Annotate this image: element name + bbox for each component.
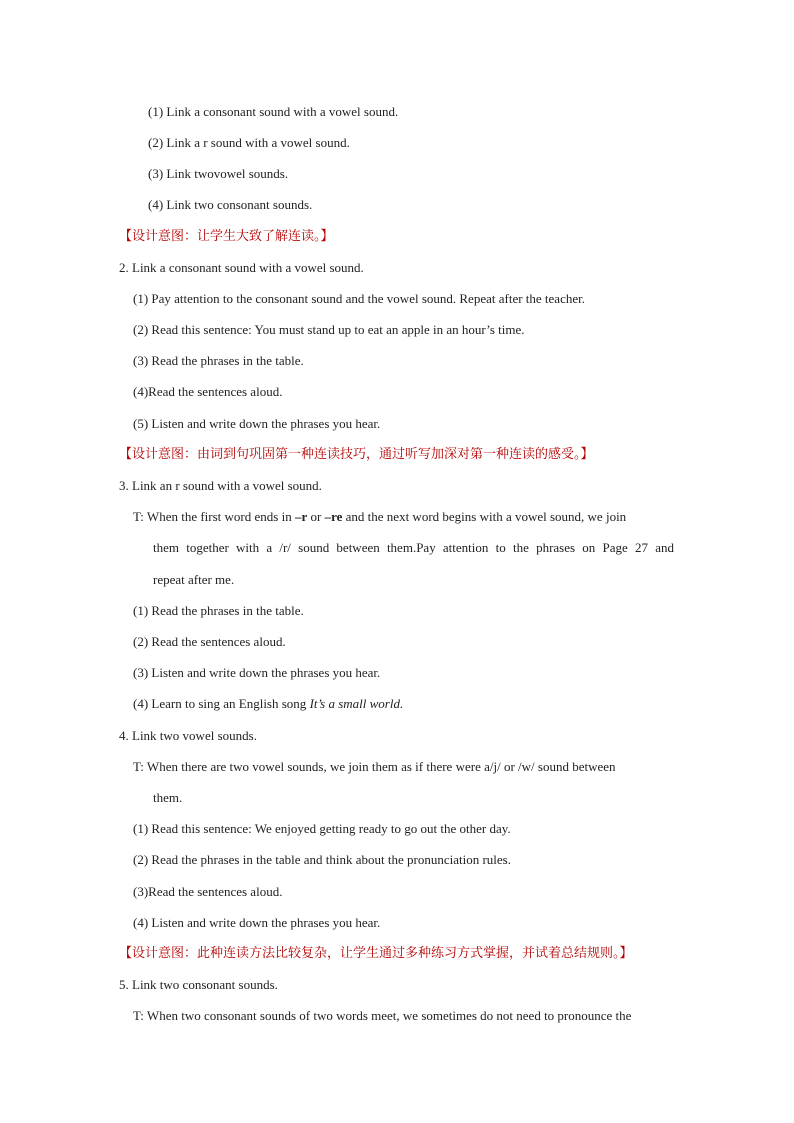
section-5-teacher-line-1: T: When two consonant sounds of two words meet, we sometimes do not need to pronounce the <box>133 1008 632 1023</box>
section-2-item-5: (5) Listen and write down the phrases you hear. <box>133 416 381 431</box>
intro-item-4: (4) Link two consonant sounds. <box>148 197 313 212</box>
design-intent-2: 【设计意图：由词到句巩固第一种连读技巧，通过听写加深对第一种连读的感受。】 <box>119 447 594 462</box>
song-prefix: (4) Learn to sing an English song <box>133 696 310 711</box>
section-3-item-3: (3) Listen and write down the phrases you hear. <box>133 665 381 680</box>
teacher-text-cont: and the next word begins with a vowel sound, we join <box>342 509 627 524</box>
section-4-item-4: (4) Listen and write down the phrases you hear. <box>133 915 381 930</box>
section-2-item-1: (1) Pay attention to the consonant sound and the vowel sound. Repeat after the teacher. <box>133 291 585 306</box>
section-3-heading: 3. Link an r sound with a vowel sound. <box>119 478 322 493</box>
section-4-heading: 4. Link two vowel sounds. <box>119 728 257 743</box>
design-intent-3: 【设计意图：此种连读方法比较复杂，让学生通过多种练习方式掌握，并试着总结规则。】 <box>119 946 633 961</box>
section-4-item-1: (1) Read this sentence: We enjoyed getting ready to go out the other day. <box>133 821 511 836</box>
section-3-item-1: (1) Read the phrases in the table. <box>133 603 304 618</box>
section-4-teacher-line-2: them. <box>153 790 183 805</box>
section-5-heading: 5. Link two consonant sounds. <box>119 977 278 992</box>
section-3-item-4 <box>133 695 403 713</box>
section-2-heading: 2. Link a consonant sound with a vowel sound. <box>119 260 364 275</box>
r-ending: –r <box>294 509 308 524</box>
section-4-item-2: (2) Read the phrases in the table and think about the pronunciation rules. <box>133 852 511 867</box>
section-3-teacher-line-3: repeat after me. <box>153 572 235 587</box>
design-intent-1: 【设计意图：让学生大致了解连读。】 <box>119 229 334 244</box>
teacher-text: T: When the first word ends in <box>133 509 295 524</box>
or-text: or <box>307 509 325 524</box>
section-2-item-2: (2) Read this sentence: You must stand up to eat an apple in an hour’s time. <box>133 322 525 337</box>
section-4-teacher-line-1: T: When there are two vowel sounds, we join them as if there were a/j/ or /w/ sound between <box>133 759 616 774</box>
section-2-item-4: (4)Read the sentences aloud. <box>133 384 283 399</box>
intro-item-2: (2) Link a r sound with a vowel sound. <box>148 135 350 150</box>
intro-item-3: (3) Link twovowel sounds. <box>148 166 289 181</box>
section-3-item-2: (2) Read the sentences aloud. <box>133 634 286 649</box>
section-3-teacher-line-2: them together with a /r/ sound between them.Pay attention to the phrases on Page 27 and <box>153 540 674 555</box>
re-ending: –re <box>324 509 343 524</box>
section-2-item-3: (3) Read the phrases in the table. <box>133 353 304 368</box>
song-title: It’s a small world. <box>309 696 404 711</box>
section-3-teacher-line-1 <box>133 508 626 526</box>
section-4-item-3: (3)Read the sentences aloud. <box>133 884 283 899</box>
intro-item-1: (1) Link a consonant sound with a vowel sound. <box>148 104 399 119</box>
